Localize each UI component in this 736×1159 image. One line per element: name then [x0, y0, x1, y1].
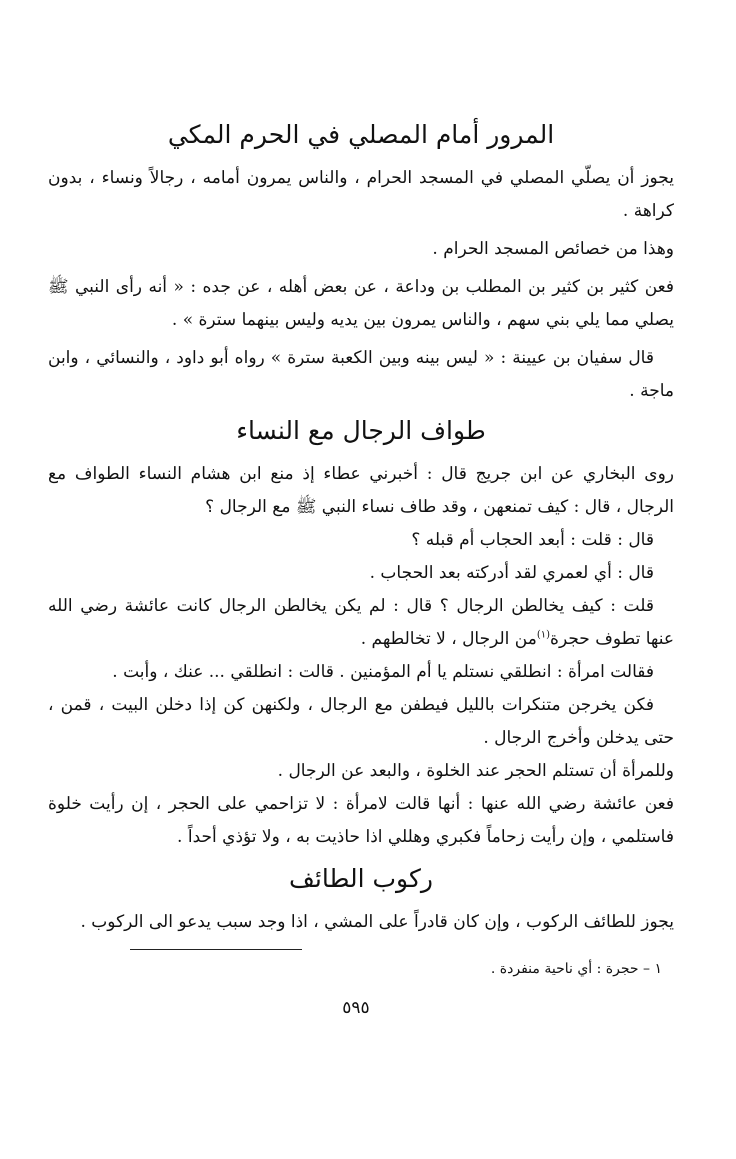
paragraph: وهذا من خصائص المسجد الحرام .	[432, 239, 674, 259]
paragraph: روى البخاري عن ابن جريج قال : أخبرني عطاء إذ منع ابن هشام النساء الطواف مع الرجال ، قال : كيف تمنعهن ، وقد طاف نساء النبي ﷺ مع الرجال ؟	[48, 464, 674, 517]
paragraph: قال : قلت : أبعد الحجاب أم قبله ؟	[411, 530, 654, 550]
paragraph: وللمرأة أن تستلم الحجر عند الخلوة ، والبعد عن الرجال .	[277, 761, 674, 781]
footnote: ١ – حجرة : أي ناحية منفردة .	[490, 961, 662, 977]
paragraph: قال سفيان بن عيينة : « ليس بينه وبين الكعبة سترة » رواه أبو داود ، والنسائي ، وابن ماجة .	[48, 348, 674, 401]
paragraph: يجوز للطائف الركوب ، وإن كان قادراً على المشي ، اذا وجد سبب يدعو الى الركوب .	[80, 912, 674, 932]
paragraph-text: من الرجال ، لا تخالطهم .	[360, 629, 537, 649]
section-heading-passing: المرور أمام المصلي في الحرم المكي	[167, 120, 555, 149]
paragraph-with-footnote	[48, 590, 674, 656]
section-heading-riding: ركوب الطائف	[289, 864, 433, 893]
section-heading-tawaf: طواف الرجال مع النساء	[236, 416, 486, 445]
paragraph: قال : أي لعمري لقد أدركته بعد الحجاب .	[369, 563, 654, 583]
paragraph: فكن يخرجن متنكرات بالليل فيطفن مع الرجال ، ولكنهن كن إذا دخلن البيت ، قمن ، حتى يدخلن وأخرج الرجال .	[48, 695, 674, 748]
paragraph: فقالت امرأة : انطلقي نستلم يا أم المؤمنين . قالت : انطلقي ... عنك ، وأبت .	[112, 662, 654, 682]
footnote-divider	[130, 949, 302, 950]
paragraph-text: قلت : كيف يخالطن الرجال ؟ قال : لم يكن يخالطن الرجال كانت عائشة رضي الله عنها تطوف حجرة	[48, 596, 674, 649]
paragraph: فعن عائشة رضي الله عنها : أنها قالت لامرأة : لا تزاحمي على الحجر ، إن رأيت خلوة فاستلمي ، وإن رأيت زحاماً فكبري وهللي اذا حاذيت به ، ولا تؤذي أحداً .	[48, 794, 674, 847]
page-number: ٥٩٥	[342, 998, 370, 1018]
paragraph: فعن كثير بن كثير بن المطلب بن وداعة ، عن بعض أهله ، عن جده : « أنه رأى النبي ﷺ يصلي مما يلي بني سهم ، والناس يمرون بين يديه وليس بينهما سترة » .	[48, 277, 674, 330]
footnote-marker: (١)	[536, 629, 551, 641]
paragraph: يجوز أن يصلّي المصلي في المسجد الحرام ، والناس يمرون أمامه ، رجالاً ونساء ، بدون كراهة .	[48, 168, 674, 221]
